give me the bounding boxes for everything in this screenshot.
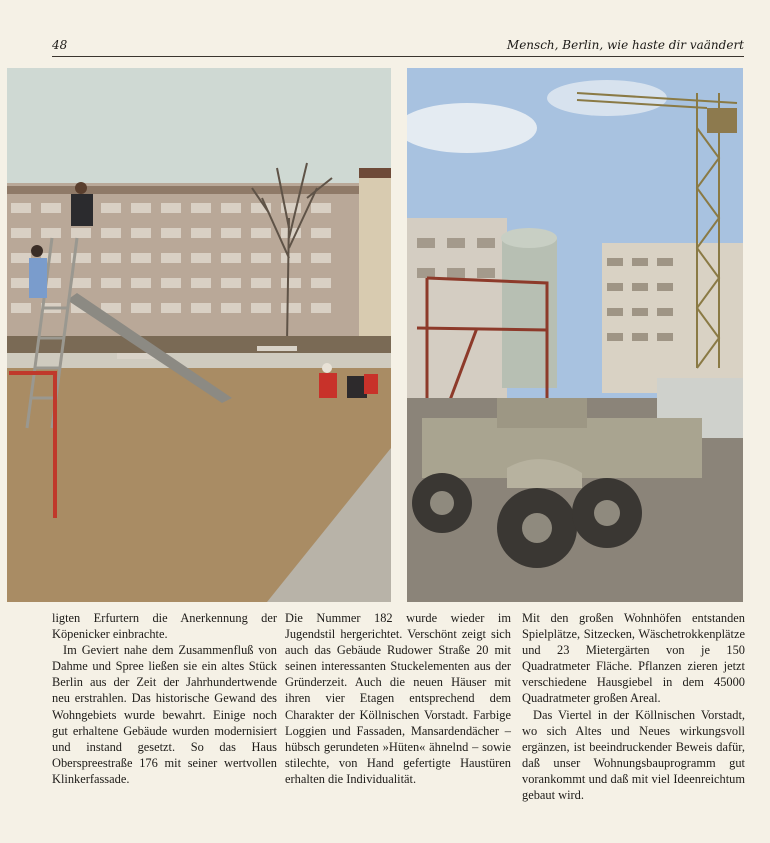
text-column-3 (522, 610, 745, 803)
paragraph: Die Nummer 182 wurde wieder im Jugendstil hergerichtet. Verschönt zeigt sich auch das Gebäude Rudower Straße 20 mit seinen interessanten Stuckelementen aus der Gründerzeit. Auch die neuen Häuser mit ihren vier Etagen entsprechend dem Charakter der Köllnischen Vorstadt. Farbige Loggien und Fassaden, Mansardendächer – hübsch gerundeten »Hüten« ähnelnd – sowie stilechte, von Hand gefertigte Haustüren erhalten die Individualität. (285, 611, 511, 786)
playground-photo (7, 68, 391, 602)
page-number: 48 (52, 38, 68, 52)
construction-site-photo (407, 68, 743, 602)
header-rule (52, 56, 744, 57)
paragraph: Im Geviert nahe dem Zusammenfluß von Dahme und Spree ließen sie ein altes Stück Berlin aus der Zeit der Jahrhundertwende neu erstrahlen. Das historische Gewand des Wohngebiets wurde bewahrt. Einige noch gut erhaltene Gebäude wurden modernisiert und instand gesetzt. So das Haus Oberspreestraße 176 mit seiner wertvollen Klinkerfassade. (52, 643, 277, 786)
paragraph: Mit den großen Wohnhöfen entstanden Spielplätze, Sitzecken, Wäschetrokkenplätze und 23 Mietergärten von je 150 Quadratmeter Fläche. Pflanzen zieren jetzt verschiedene Hausgiebel in dem 45000 Quadratmeter großen Areal. (522, 611, 745, 706)
text-column-2 (285, 610, 511, 787)
paragraph: Das Viertel in der Köllnischen Vorstadt, wo sich Altes und Neues wirkungsvoll ergänzen, ist beeindruckender Beweis dafür, daß unser Wohnungsbauprogramm gut vorankommt und daß mit viel Ideenreichtum gebaut wird. (522, 707, 745, 803)
text-column-1 (52, 610, 277, 787)
paragraph: ligten Erfurtern die Anerkennung der Köpenicker einbrachte. (52, 611, 277, 642)
running-title: Mensch, Berlin, wie haste dir vaändert (506, 38, 744, 52)
